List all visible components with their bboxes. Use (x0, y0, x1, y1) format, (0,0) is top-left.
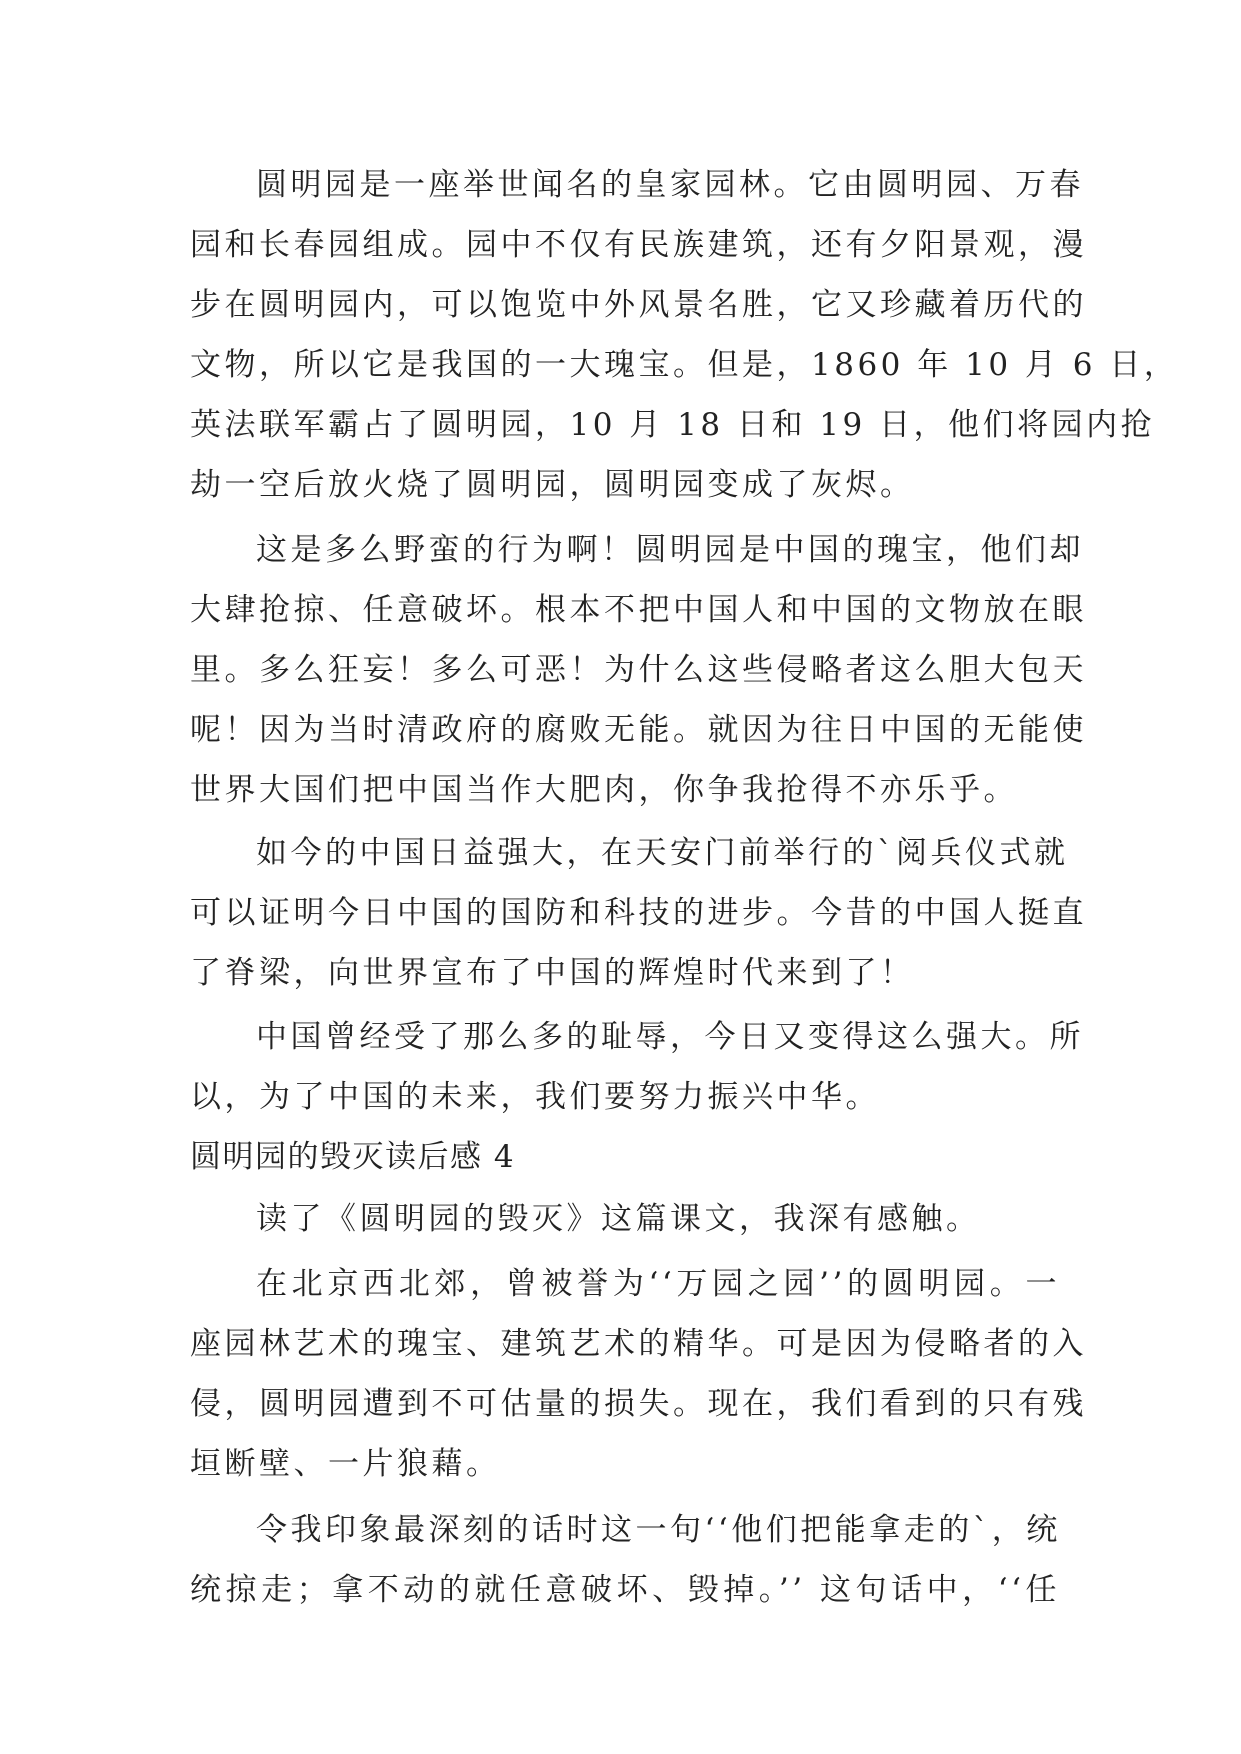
paragraph-4-line-2: 以，为了中国的未来，我们要努力振兴中华。 (190, 1079, 880, 1115)
paragraph-2-line-5: 世界大国们把中国当作大肥肉，你争我抢得不亦乐乎。 (190, 772, 1018, 808)
paragraph-6-line-3: 侵，圆明园遭到不可估量的损失。现在，我们看到的只有残 (190, 1386, 1087, 1422)
paragraph-1-line-4: 文物，所以它是我国的一大瑰宝。但是，1860 年 10 月 6 日， (190, 347, 1179, 383)
paragraph-3-line-2: 可以证明今日中国的国防和科技的进步。今昔的中国人挺直 (190, 895, 1087, 931)
paragraph-2-line-2: 大肆抢掠、任意破坏。根本不把中国人和中国的文物放在眼 (190, 592, 1087, 628)
paragraph-3-line-1: 如今的中国日益强大，在天安门前举行的`阅兵仪式就 (256, 835, 1069, 871)
paragraph-2-line-3: 里。多么狂妄！多么可恶！为什么这些侵略者这么胆大包天 (190, 652, 1087, 688)
paragraph-2-line-1: 这是多么野蛮的行为啊！圆明园是中国的瑰宝，他们却 (256, 532, 1084, 568)
paragraph-2-line-4: 呢！因为当时清政府的腐败无能。就因为往日中国的无能使 (190, 712, 1087, 748)
paragraph-1-line-2: 园和长春园组成。园中不仅有民族建筑，还有夕阳景观，漫 (190, 227, 1087, 263)
section-heading: 圆明园的毁灭读后感 4 (190, 1139, 516, 1175)
paragraph-6-line-2: 座园林艺术的瑰宝、建筑艺术的精华。可是因为侵略者的入 (190, 1326, 1087, 1362)
paragraph-6-line-1: 在北京西北郊，曾被誉为‘‘万园之园’’的圆明园。一 (256, 1266, 1060, 1302)
paragraph-6-line-4: 垣断壁、一片狼藉。 (190, 1446, 501, 1482)
paragraph-1-line-5: 英法联军霸占了圆明园，10 月 18 日和 19 日，他们将园内抢 (190, 407, 1156, 443)
paragraph-1-line-6: 劫一空后放火烧了圆明园，圆明园变成了灰烬。 (190, 467, 915, 503)
paragraph-3-line-3: 了脊梁，向世界宣布了中国的辉煌时代来到了！ (190, 955, 915, 991)
paragraph-1-line-3: 步在圆明园内，可以饱览中外风景名胜，它又珍藏着历代的 (190, 287, 1087, 323)
paragraph-7-line-1: 令我印象最深刻的话时这一句‘‘他们把能拿走的`，统 (256, 1512, 1061, 1548)
paragraph-4-line-1: 中国曾经受了那么多的耻辱，今日又变得这么强大。所 (256, 1019, 1084, 1055)
paragraph-1-line-1: 圆明园是一座举世闻名的皇家园林。它由圆明园、万春 (256, 167, 1084, 203)
paragraph-7-line-2: 统掠走；拿不动的就任意破坏、毁掉。’’ 这句话中，‘‘任 (190, 1572, 1060, 1608)
paragraph-5-line-1: 读了《圆明园的毁灭》这篇课文，我深有感触。 (256, 1201, 981, 1237)
